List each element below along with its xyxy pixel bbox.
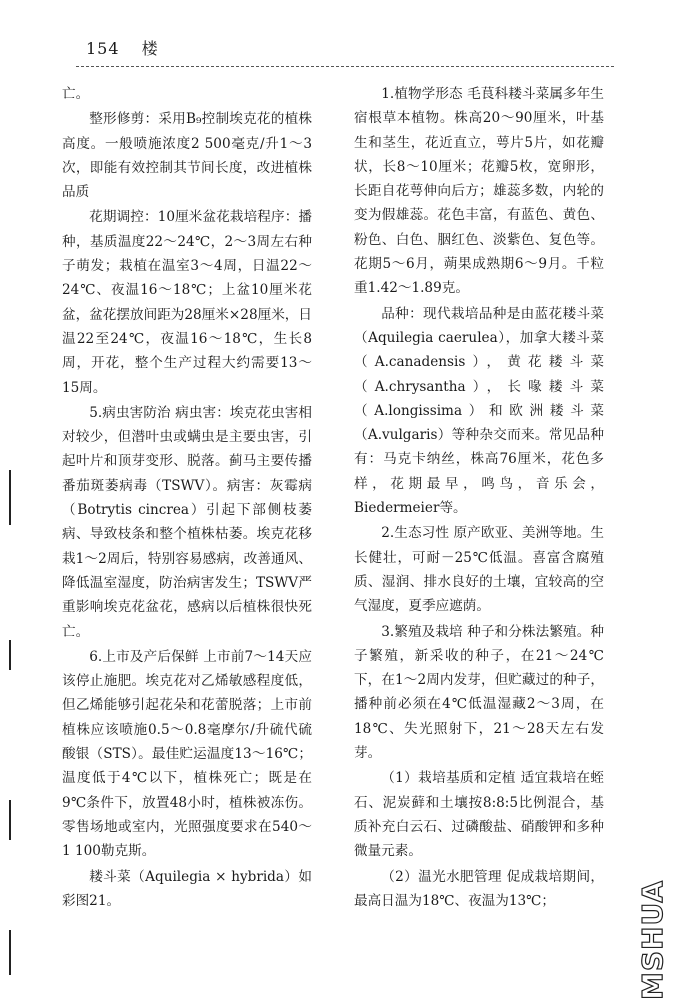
scan-edge-mark xyxy=(9,470,11,525)
scan-edge-mark xyxy=(9,800,11,840)
paragraph: 2.生态习性 原产欧亚、美洲等地。生长健壮，可耐－25℃低温。喜富含腐殖质、湿润、排水良好的土壤，宜较高的空气湿度，夏季应遮荫。 xyxy=(354,525,604,615)
scan-edge-mark xyxy=(9,930,11,975)
paragraph: 3.繁殖及栽培 种子和分株法繁殖。种子繁殖，新采收的种子，在21～24℃下，在1～2周内发芽，但贮藏过的种子，播种前必须在4℃低温湿藏2～3周，在18℃、失光照射下，21～28天左右发芽。 xyxy=(354,623,604,762)
right-column xyxy=(354,82,604,913)
page-number: 154 xyxy=(86,39,120,58)
watermark: MSHUA xyxy=(636,879,669,1000)
scan-edge-mark xyxy=(9,640,11,670)
paragraph: 1.植物学形态 毛茛科耧斗菜属多年生宿根草本植物。株高20～90厘米，叶基生和茎生，花近直立，萼片5片，如花瓣状，长8～10厘米；花瓣5枚，宽卵形，长距自花萼伸向后方；雄蕊多数，内轮的变为假雄蕊。花色丰富，有蓝色、黄色、粉色、白色、胭红色、淡紫色、复色等。花期5～6月，蒴果成熟期6～9月。千粒重1.42～1.89克。 xyxy=(354,86,604,297)
page-header xyxy=(86,36,159,59)
paragraph: 6.上市及产后保鲜 上市前7～14天应该停止施肥。埃克花对乙烯敏感程度低，但乙烯能够引起花朵和花蕾脱落；上市前植株应该喷施0.5～0.8毫摩尔/升硫代硫酸银（STS）。最佳贮运温度13～16℃；温度低于4℃以下，植株死亡；既是在9℃条件下，放置48小时，植株被冻伤。零售场地或室内，光照强度要求在540～1 100勒克斯。 xyxy=(62,648,312,860)
left-column xyxy=(62,82,312,913)
paragraph: 亡。 xyxy=(62,86,90,102)
paragraph: 品种：现代栽培品种是由蓝花耧斗菜（Aquilegia caerulea），加拿大耧斗菜（A.canadensis），黄花耧斗菜（A.chrysantha），长喙耧斗菜（A.longissima）和欧洲耧斗菜（A.vulgaris）等种杂交而来。常见品种有：马克卡纳丝，株高76厘米，花色多样，花期最早，鸣鸟，音乐会，Biedermeier等。 xyxy=(354,305,604,517)
paragraph: （1）栽培基质和定植 适宜栽培在蛭石、泥炭藓和土壤按8:8:5比例混合，基质补充白云石、过磷酸盐、硝酸钾和多种微量元素。 xyxy=(354,770,604,860)
paragraph: 花期调控：10厘米盆花栽培程序：播种，基质温度22～24℃，2～3周左右种子萌发；栽植在温室3～4周，日温22～24℃、夜温16～18℃；上盆10厘米花盆，盆花摆放间距为28厘米×28厘米，日温22至24℃，夜温16～18℃，生长8周，开花，整个生产过程大约需要13～15周。 xyxy=(62,209,312,396)
paragraph: 耧斗菜（Aquilegia × hybrida）如彩图21。 xyxy=(62,868,312,909)
paragraph: 整形修剪：采用B₉控制埃克花的植株高度。一般喷施浓度2 500毫克/升1～3次，即能有效控制其节间长度，改进植株品质 xyxy=(62,111,312,201)
paragraph: （2）温光水肥管理 促成栽培期间，最高日温为18℃、夜温为13℃； xyxy=(354,868,604,909)
paragraph: 5.病虫害防治 病虫害：埃克花虫害相对较少，但潜叶虫或螨虫是主要虫害，引起叶片和顶芽变形、脱落。蓟马主要传播番茄斑萎病毒（TSWV）。病害：灰霉病（Botrytis cincrea）引起下部侧枝萎病、导致枝条和整个植株枯萎。埃克花移栽1～2周后，特别容易感病，改善通风、降低温室湿度，防治病害发生；TSWV严重影响埃克花盆花，感病以后植株很快死亡。 xyxy=(62,404,312,640)
header-rule xyxy=(76,66,614,67)
running-head: 楼 xyxy=(141,39,159,58)
